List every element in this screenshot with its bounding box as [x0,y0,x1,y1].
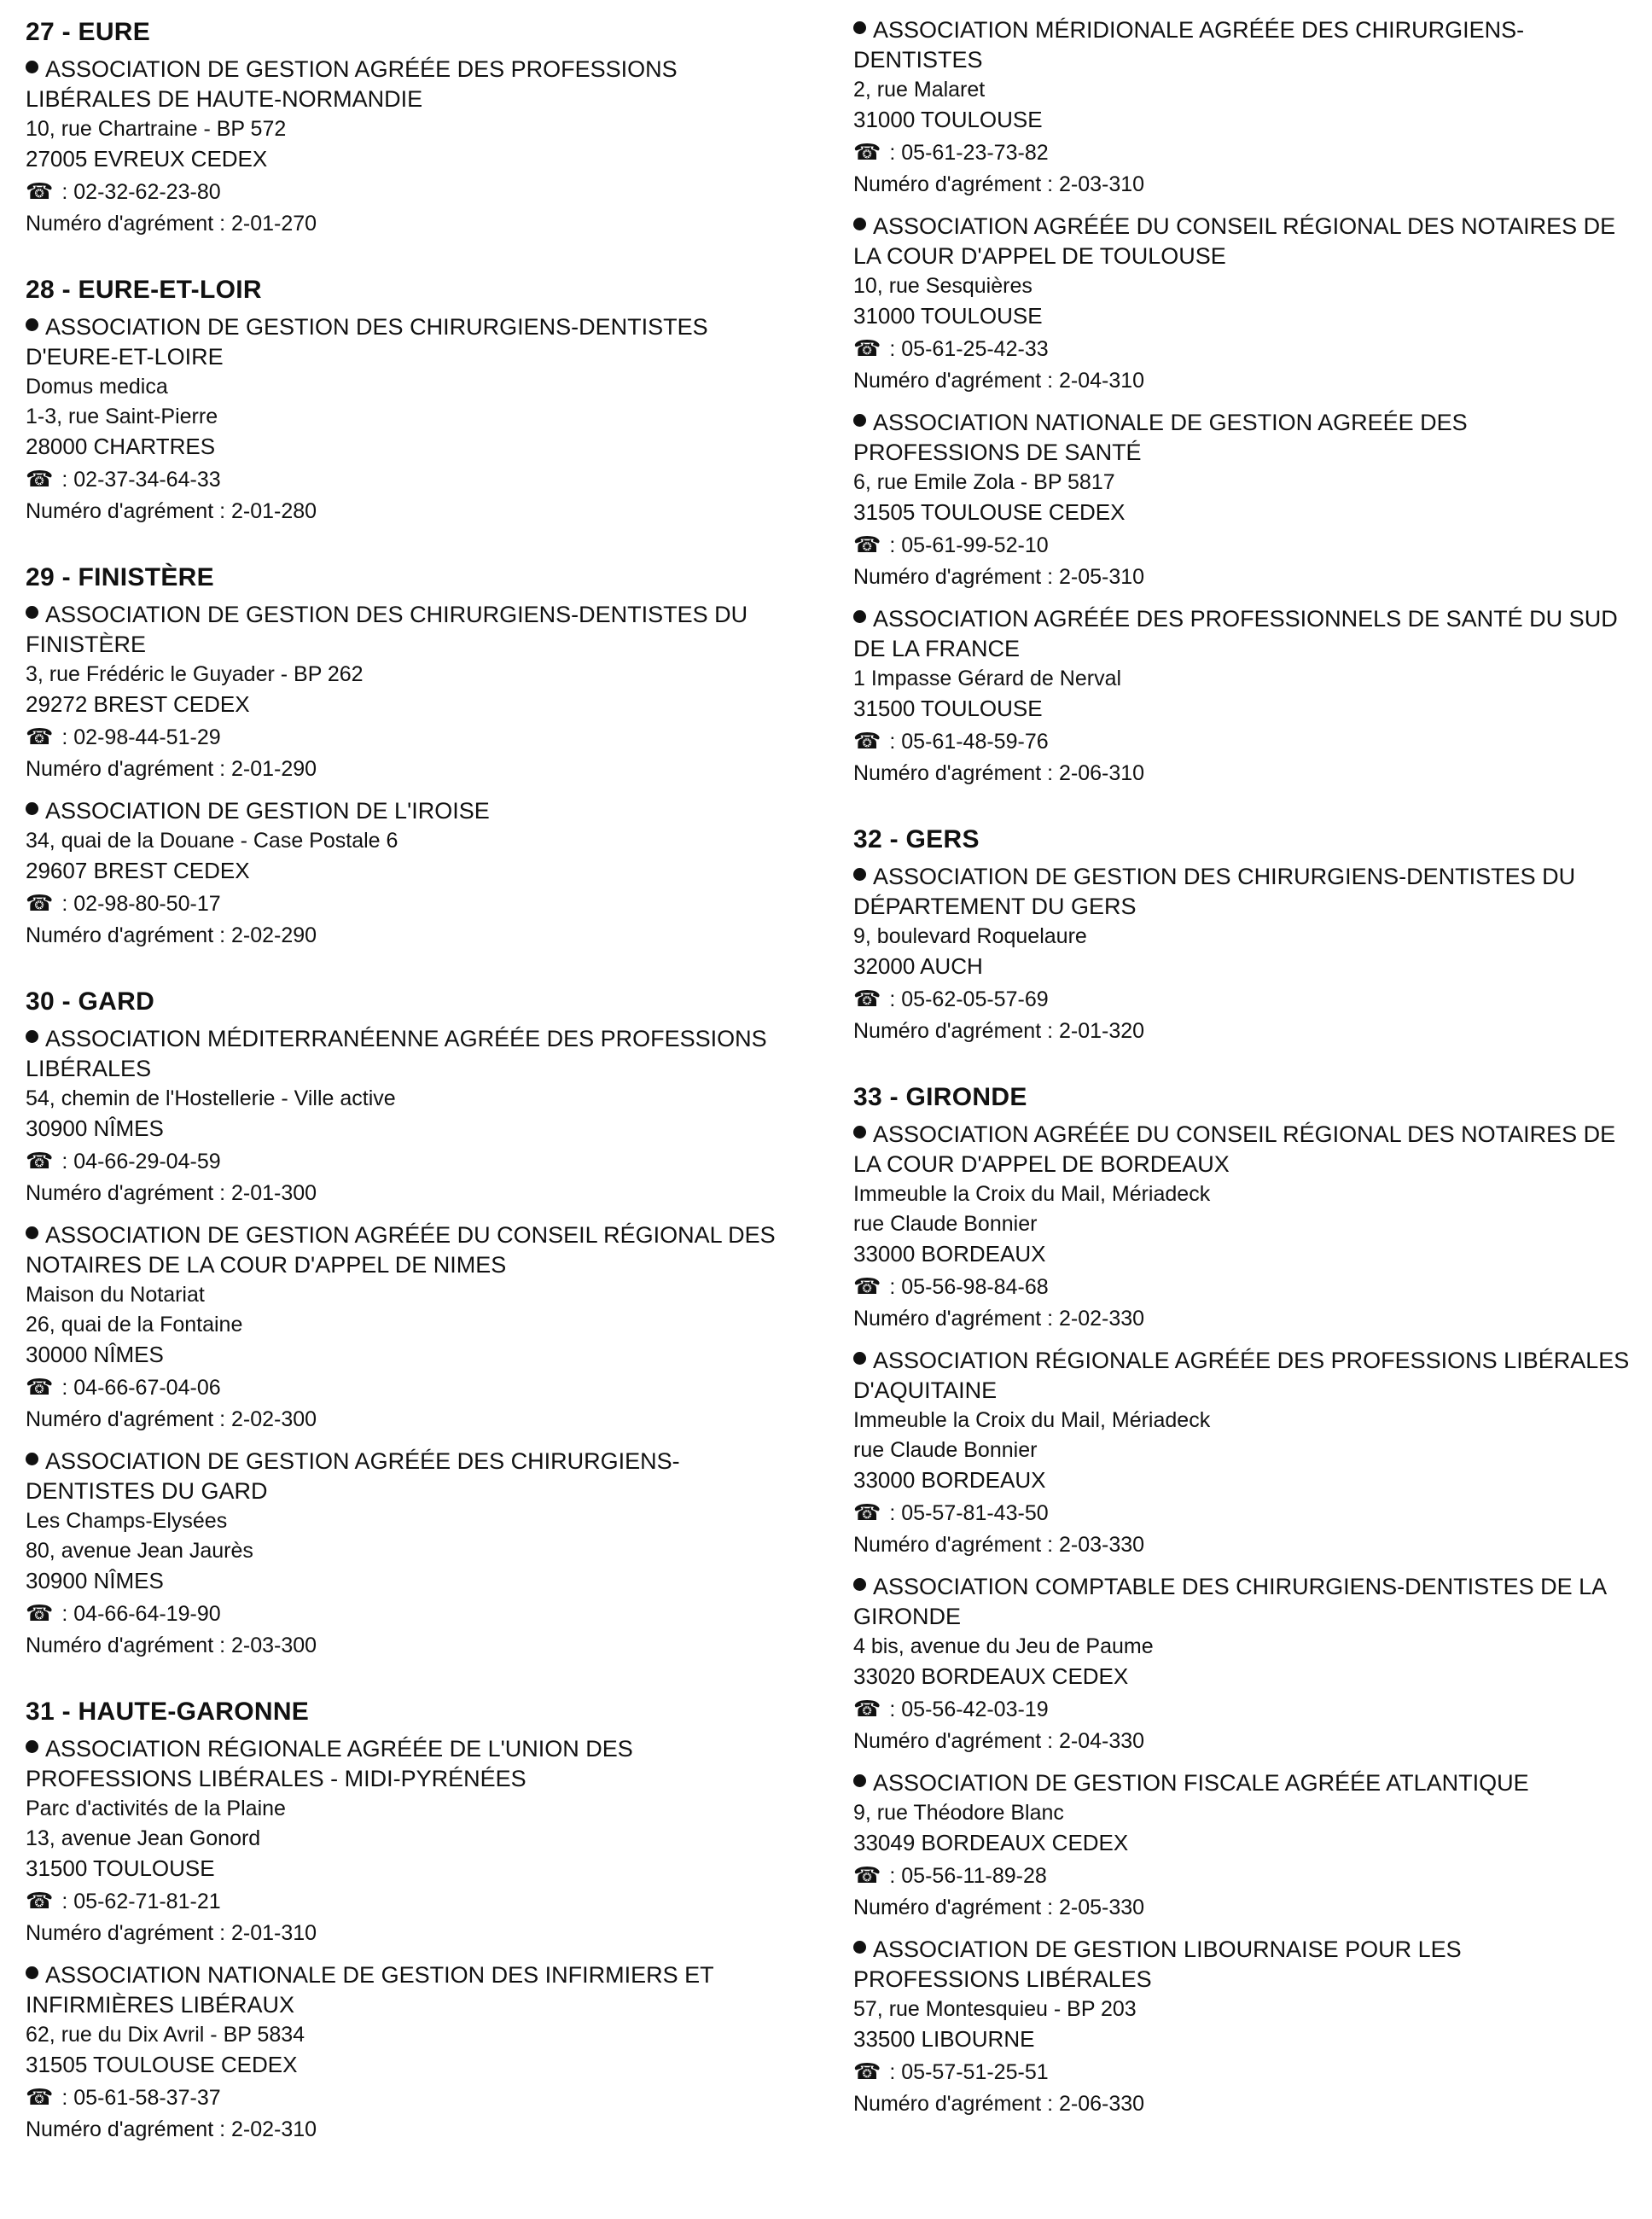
agrement-number: Numéro d'agrément : 2-01-310 [26,1921,317,1945]
address-line: 3, rue Frédéric le Guyader - BP 262 [26,662,364,686]
association-name [26,796,794,826]
association-name-text: ASSOCIATION DE GESTION DES CHIRURGIENS-DENTISTES D'EURE-ET-LOIRE [26,314,708,370]
phone-number: : 05-62-05-57-69 [889,987,1049,1011]
phone-number: : 05-56-42-03-19 [889,1698,1049,1721]
phone-line [853,1692,1630,1727]
address-line: 26, quai de la Fontaine [26,1313,243,1337]
address-line: 10, rue Sesquières [853,274,1032,298]
bullet-icon [26,1740,38,1753]
bullet-icon [26,1226,38,1239]
association-entry [853,1572,1630,1756]
telephone-icon: ☎ [853,728,881,754]
telephone-icon: ☎ [853,335,881,361]
bullet-icon [853,1352,866,1365]
telephone-icon: ☎ [26,1888,54,1913]
phone-number: : 05-62-71-81-21 [61,1890,221,1913]
agrement-number: Numéro d'agrément : 2-02-290 [26,923,317,947]
phone-number: : 02-98-44-51-29 [61,725,221,749]
association-name-text: ASSOCIATION RÉGIONALE AGRÉÉE DE L'UNION DES PROFESSIONS LIBÉRALES - MIDI-PYRÉNÉES [26,1736,633,1791]
department-section [853,1080,1630,2119]
phone-number: : 05-61-99-52-10 [889,533,1049,557]
agrement-number: Numéro d'agrément : 2-03-310 [853,172,1145,196]
agrement-number: Numéro d'agrément : 2-02-330 [853,1307,1145,1331]
phone-number: : 05-57-81-43-50 [889,1501,1049,1525]
department-section [26,985,794,1661]
phone-line [26,1370,794,1405]
postal-city: 29607 BREST CEDEX [26,858,250,883]
department-heading: 31 - HAUTE-GARONNE [26,1698,310,1726]
phone-line [26,174,794,209]
bullet-icon [853,1578,866,1591]
telephone-icon: ☎ [26,1374,54,1400]
association-name-text: ASSOCIATION NATIONALE DE GESTION AGREÉE DES PROFESSIONS DE SANTÉ [853,410,1468,465]
bullet-icon [853,868,866,881]
telephone-icon: ☎ [853,1696,881,1721]
association-name-text: ASSOCIATION DE GESTION AGRÉÉE DES CHIRURGIENS-DENTISTES DU GARD [26,1448,680,1504]
phone-line [853,527,1630,562]
association-name-text: ASSOCIATION COMPTABLE DES CHIRURGIENS-DENTISTES DE LA GIRONDE [853,1574,1606,1629]
postal-city: 27005 EVREUX CEDEX [26,146,268,172]
association-name [853,1346,1630,1406]
association-entry [26,1024,794,1209]
association-entry [26,1220,794,1435]
association-name [26,55,794,114]
postal-city: 29272 BREST CEDEX [26,691,250,717]
association-entry [26,1960,794,2145]
phone-number: : 05-61-23-73-82 [889,141,1049,165]
phone-line [853,1858,1630,1893]
phone-number: : 04-66-64-19-90 [61,1602,221,1626]
department-heading: 29 - FINISTÈRE [26,563,214,591]
bullet-icon [26,1966,38,1979]
phone-line [853,981,1630,1016]
telephone-icon: ☎ [26,890,54,916]
association-name-text: ASSOCIATION DE GESTION DES CHIRURGIENS-DENTISTES DU FINISTÈRE [26,602,748,657]
address-line: 2, rue Malaret [853,78,986,102]
address-line: Maison du Notariat [26,1283,205,1307]
association-name [853,408,1630,468]
association-entry [26,1447,794,1661]
telephone-icon: ☎ [853,1500,881,1525]
phone-line [26,1884,794,1919]
address-line: 80, avenue Jean Jaurès [26,1539,253,1563]
association-name [853,1572,1630,1632]
address-line: rue Claude Bonnier [853,1212,1038,1236]
telephone-icon: ☎ [26,1600,54,1626]
phone-number: : 05-56-98-84-68 [889,1275,1049,1299]
agrement-number: Numéro d'agrément : 2-04-310 [853,369,1145,393]
association-entry [26,796,794,951]
postal-city: 33500 LIBOURNE [853,2026,1035,2052]
telephone-icon: ☎ [26,178,54,204]
phone-number: : 05-61-48-59-76 [889,730,1049,754]
phone-line [26,1144,794,1179]
address-line: 9, boulevard Roquelaure [853,924,1087,948]
association-name [26,312,794,372]
association-entry [853,862,1630,1046]
address-line: 9, rue Théodore Blanc [853,1801,1064,1825]
agrement-number: Numéro d'agrément : 2-01-290 [26,757,317,781]
agrement-number: Numéro d'agrément : 2-01-300 [26,1181,317,1205]
phone-number: : 05-61-25-42-33 [889,337,1049,361]
association-name-text: ASSOCIATION MÉDITERRANÉENNE AGRÉÉE DES PROFESSIONS LIBÉRALES [26,1026,767,1081]
association-name-text: ASSOCIATION DE GESTION AGRÉÉE DES PROFESSIONS LIBÉRALES DE HAUTE-NORMANDIE [26,56,678,112]
association-name [26,600,794,660]
address-line: Immeuble la Croix du Mail, Mériadeck [853,1182,1211,1206]
postal-city: 31500 TOULOUSE [853,696,1043,721]
association-name-text: ASSOCIATION DE GESTION AGRÉÉE DU CONSEIL RÉGIONAL DES NOTAIRES DE LA COUR D'APPEL DE NIMES [26,1222,776,1278]
department-heading: 32 - GERS [853,825,980,853]
postal-city: 33000 BORDEAUX [853,1467,1046,1493]
association-name [853,1768,1630,1798]
phone-line [853,2054,1630,2089]
postal-city: 30900 NÎMES [26,1568,164,1593]
postal-city: 32000 AUCH [853,953,983,979]
address-line: Immeuble la Croix du Mail, Mériadeck [853,1408,1211,1432]
address-line: Parc d'activités de la Plaine [26,1797,286,1820]
phone-line [26,1596,794,1631]
association-name [853,1935,1630,1995]
association-entry [853,1346,1630,1560]
telephone-icon: ☎ [26,1148,54,1174]
agrement-number: Numéro d'agrément : 2-03-330 [853,1533,1145,1557]
phone-line [853,724,1630,759]
association-name [853,212,1630,271]
department-heading: 28 - EURE-ET-LOIR [26,276,262,304]
postal-city: 30000 NÎMES [26,1342,164,1367]
association-name [853,862,1630,922]
postal-city: 31500 TOULOUSE [26,1855,215,1881]
address-line: rue Claude Bonnier [853,1438,1038,1462]
right-column [853,15,1630,2153]
postal-city: 30900 NÎMES [26,1115,164,1141]
phone-number: : 05-56-11-89-28 [889,1864,1047,1888]
association-name-text: ASSOCIATION MÉRIDIONALE AGRÉÉE DES CHIRURGIENS-DENTISTES [853,17,1525,73]
phone-number: : 02-98-80-50-17 [61,892,221,916]
association-name [853,604,1630,664]
association-entry [853,1768,1630,1923]
postal-city: 33049 BORDEAUX CEDEX [853,1830,1129,1855]
postal-city: 33000 BORDEAUX [853,1241,1046,1267]
left-column [26,15,794,2179]
postal-city: 33020 BORDEAUX CEDEX [853,1663,1129,1689]
association-entry [26,55,794,239]
department-heading: 33 - GIRONDE [853,1083,1027,1111]
department-heading: 30 - GARD [26,987,155,1016]
telephone-icon: ☎ [853,1862,881,1888]
phone-line [853,135,1630,170]
phone-number: : 02-32-62-23-80 [61,180,221,204]
association-name-text: ASSOCIATION AGRÉÉE DES PROFESSIONNELS DE SANTÉ DU SUD DE LA FRANCE [853,606,1618,661]
phone-line [26,462,794,497]
phone-number: : 05-61-58-37-37 [61,2086,221,2110]
association-entry [853,1935,1630,2119]
association-entry [26,600,794,784]
bullet-icon [26,1453,38,1465]
phone-number: : 05-57-51-25-51 [889,2060,1049,2084]
telephone-icon: ☎ [853,532,881,557]
address-line: 6, rue Emile Zola - BP 5817 [853,470,1115,494]
bullet-icon [853,218,866,230]
agrement-number: Numéro d'agrément : 2-02-310 [26,2117,317,2141]
department-section [853,15,1630,789]
association-name [26,1447,794,1506]
department-heading: 27 - EURE [26,18,151,46]
association-entry [853,212,1630,396]
bullet-icon [853,1774,866,1787]
association-name [26,1734,794,1794]
association-name-text: ASSOCIATION DE GESTION FISCALE AGRÉÉE ATLANTIQUE [873,1770,1529,1796]
association-name-text: ASSOCIATION AGRÉÉE DU CONSEIL RÉGIONAL DES NOTAIRES DE LA COUR D'APPEL DE BORDEAUX [853,1121,1616,1177]
address-line: 1-3, rue Saint-Pierre [26,405,218,428]
bullet-icon [26,1030,38,1043]
address-line: 57, rue Montesquieu - BP 203 [853,1997,1137,2021]
agrement-number: Numéro d'agrément : 2-06-330 [853,2092,1145,2116]
agrement-number: Numéro d'agrément : 2-05-310 [853,565,1145,589]
address-line: 34, quai de la Douane - Case Postale 6 [26,829,398,853]
telephone-icon: ☎ [853,986,881,1011]
association-name-text: ASSOCIATION NATIONALE DE GESTION DES INFIRMIERS ET INFIRMIÈRES LIBÉRAUX [26,1962,714,2018]
department-section [26,1695,794,2145]
phone-line [853,1495,1630,1530]
association-entry [853,15,1630,200]
department-section [26,15,794,239]
phone-line [853,331,1630,366]
association-name [26,1220,794,1280]
association-entry [853,604,1630,789]
address-line: Domus medica [26,375,168,399]
bullet-icon [853,1941,866,1954]
agrement-number: Numéro d'agrément : 2-02-300 [26,1407,317,1431]
bullet-icon [26,606,38,619]
agrement-number: Numéro d'agrément : 2-01-320 [853,1019,1145,1043]
association-name-text: ASSOCIATION RÉGIONALE AGRÉÉE DES PROFESSIONS LIBÉRALES D'AQUITAINE [853,1348,1630,1403]
phone-line [26,719,794,754]
address-line: 13, avenue Jean Gonord [26,1826,261,1850]
postal-city: 31505 TOULOUSE CEDEX [26,2052,298,2077]
bullet-icon [26,318,38,331]
phone-line [853,1269,1630,1304]
agrement-number: Numéro d'agrément : 2-01-280 [26,499,317,523]
telephone-icon: ☎ [26,2084,54,2110]
association-name [853,15,1630,75]
telephone-icon: ☎ [853,1273,881,1299]
association-name-text: ASSOCIATION DE GESTION DES CHIRURGIENS-DENTISTES DU DÉPARTEMENT DU GERS [853,864,1576,919]
bullet-icon [853,610,866,623]
association-entry [26,312,794,527]
association-name [26,1960,794,2020]
address-line: 4 bis, avenue du Jeu de Paume [853,1634,1154,1658]
agrement-number: Numéro d'agrément : 2-05-330 [853,1896,1145,1919]
bullet-icon [853,414,866,427]
telephone-icon: ☎ [26,466,54,492]
agrement-number: Numéro d'agrément : 2-06-310 [853,761,1145,785]
address-line: 1 Impasse Gérard de Nerval [853,667,1122,690]
phone-line [26,2080,794,2115]
association-name [853,1120,1630,1179]
postal-city: 31000 TOULOUSE [853,303,1043,329]
bullet-icon [853,1126,866,1139]
department-section [853,823,1630,1046]
association-entry [853,408,1630,592]
address-line: Les Champs-Elysées [26,1509,228,1533]
telephone-icon: ☎ [26,724,54,749]
association-name-text: ASSOCIATION AGRÉÉE DU CONSEIL RÉGIONAL DES NOTAIRES DE LA COUR D'APPEL DE TOULOUSE [853,213,1616,269]
telephone-icon: ☎ [853,2059,881,2084]
bullet-icon [26,61,38,73]
association-entry [853,1120,1630,1334]
association-name-text: ASSOCIATION DE GESTION DE L'IROISE [45,798,490,824]
phone-number: : 04-66-29-04-59 [61,1150,221,1174]
agrement-number: Numéro d'agrément : 2-03-300 [26,1634,317,1657]
postal-city: 28000 CHARTRES [26,434,216,459]
phone-number: : 02-37-34-64-33 [61,468,221,492]
agrement-number: Numéro d'agrément : 2-04-330 [853,1729,1145,1753]
association-name [26,1024,794,1084]
association-entry [26,1734,794,1948]
bullet-icon [26,802,38,815]
address-line: 62, rue du Dix Avril - BP 5834 [26,2023,305,2047]
postal-city: 31000 TOULOUSE [853,107,1043,132]
department-section [26,561,794,951]
bullet-icon [853,21,866,34]
agrement-number: Numéro d'agrément : 2-01-270 [26,212,317,236]
postal-city: 31505 TOULOUSE CEDEX [853,499,1126,525]
address-line: 10, rue Chartraine - BP 572 [26,117,287,141]
phone-number: : 04-66-67-04-06 [61,1376,221,1400]
department-section [26,273,794,527]
phone-line [26,886,794,921]
address-line: 54, chemin de l'Hostellerie - Ville active [26,1086,396,1110]
association-name-text: ASSOCIATION DE GESTION LIBOURNAISE POUR LES PROFESSIONS LIBÉRALES [853,1937,1462,1992]
telephone-icon: ☎ [853,139,881,165]
